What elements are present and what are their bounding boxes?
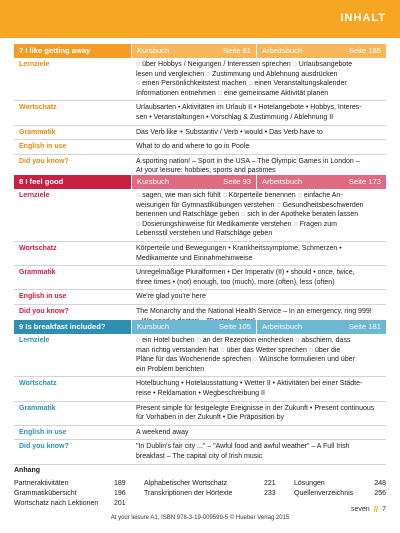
row-value (131, 126, 386, 140)
row-line: "In Dublin's fair city ..." – "Awful food and awful weather" – A Full Irish (136, 443, 350, 451)
row-value (131, 189, 386, 241)
row-label: Grammatik (19, 128, 56, 136)
row-line: ◌ über Hobbys / Neigungen / Interessen sprechen ◌ Urlaubsangebote (136, 61, 353, 68)
english-in-use-row (14, 426, 386, 441)
arbeitsbuch-ref (256, 44, 386, 58)
english-in-use-row (14, 290, 386, 305)
grammatik-row (14, 402, 386, 426)
kursbuch-label: Kursbuch (137, 46, 170, 55)
page-number-word: seven (350, 506, 370, 513)
wortschatz-row (14, 377, 386, 401)
row-line: Hotelbuchung • Hotelausstattung • Wetter II • Aktivitäten bei einer Städte- (136, 380, 363, 388)
row-label: Wortschatz (19, 380, 57, 388)
unit-title: 8 I feel good (14, 175, 131, 189)
row-label: Wortschatz (19, 104, 57, 112)
row-line: We're glad you're here (136, 293, 206, 301)
row-value (131, 290, 386, 304)
row-value (131, 440, 386, 463)
row-line: ein Problem berichten (136, 365, 205, 373)
arbeitsbuch-label: Arbeitsbuch (262, 177, 303, 186)
unit-header (14, 175, 386, 189)
row-value (131, 402, 386, 425)
row-line: Pläne für das Wochenende sprechen ◌ Wünsche formulieren und über (136, 356, 355, 364)
arbeitsbuch-ref (256, 175, 386, 189)
kursbuch-page: Seite 81 (223, 46, 251, 55)
arbeitsbuch-label: Arbeitsbuch (262, 322, 303, 331)
anhang-page: 248 (374, 480, 386, 487)
arbeitsbuch-page: Seite 181 (348, 322, 381, 331)
anhang-entry: Lösungen (294, 480, 325, 487)
anhang-col-1-pages (114, 479, 144, 509)
page-title: INHALT (340, 12, 386, 24)
unit-8-section (14, 175, 386, 329)
row-label: Lernziele (19, 337, 50, 344)
row-value (131, 101, 386, 124)
row-line: Informationen entnehmen ◌ eine gemeinsame Aktivität planen (136, 89, 329, 97)
anhang-entry: Grammatikübersicht (14, 490, 77, 497)
anhang-page: 233 (264, 490, 276, 497)
row-line: What to do and where to go in Poole (136, 143, 250, 151)
row-line: ◌ ein Hotel buchen ◌ an der Rezeption einchecken ◌ abschiern, dass (136, 337, 351, 344)
lernziele-row (14, 58, 386, 101)
anhang-entry: Alphabetischer Wortschatz (144, 480, 228, 487)
kursbuch-ref (131, 44, 256, 58)
row-label: Grammatik (19, 269, 56, 277)
row-label: Wortschatz (19, 244, 57, 252)
grammatik-row (14, 126, 386, 141)
row-label: English in use (19, 428, 67, 436)
kursbuch-ref (131, 320, 256, 334)
unit-7-section (14, 44, 386, 179)
anhang-col-2 (144, 479, 264, 509)
row-line: A sporting nation! – Sport in the USA – The Olympic Games in London – (136, 157, 360, 165)
row-label: Lernziele (19, 192, 50, 199)
wortschatz-row (14, 242, 386, 266)
unit-9-section (14, 320, 386, 465)
row-line: Unregelmäßige Pluralformen • Der Imperativ (II) • should • once, twice, (136, 269, 355, 277)
row-line: für Vorhaben in der Zukunft • Die Präposition by (136, 414, 284, 422)
row-label: Did you know? (19, 157, 69, 165)
row-value (131, 377, 386, 400)
row-line: ◌ sagen, wie man sich fühlt ◌ Körperteile benennen ◌ einfache An- (136, 192, 343, 199)
grammatik-row (14, 266, 386, 290)
kursbuch-page: Seite 93 (223, 177, 251, 186)
row-line: reise • Reklamation • Wegbeschreibung II (136, 389, 265, 397)
row-label: English in use (19, 143, 67, 151)
anhang-page: 221 (264, 480, 276, 487)
wortschatz-row (14, 101, 386, 125)
anhang-title: Anhang (14, 467, 41, 474)
anhang-entry: Quellenverzeichnis (294, 490, 354, 497)
footer-credit: At your leisure A1, ISBN 978-3-19-009599-5 © Hueber Verlag 2015 (110, 515, 290, 521)
page-number-digit: 7 (382, 506, 386, 513)
anhang-page: 256 (374, 490, 386, 497)
kursbuch-ref (131, 175, 256, 189)
row-value (131, 266, 386, 289)
row-value (131, 58, 386, 100)
arbeitsbuch-page: Seite 173 (348, 177, 381, 186)
row-value (131, 334, 386, 376)
kursbuch-page: Seite 105 (218, 322, 251, 331)
lernziele-row (14, 334, 386, 377)
row-line: Urlaubsarten • Aktivitäten im Urlaub II • Hotelangebote • Hobbys, Interes- (136, 104, 362, 112)
anhang-page: 201 (114, 500, 126, 507)
page-number (351, 505, 386, 514)
row-value (131, 140, 386, 154)
row-line: ◌ einen Persönlichkeitstest machen ◌ einen Veranstaltungskalender (136, 80, 347, 88)
row-label: Did you know? (19, 443, 69, 451)
row-line: man richtig verstanden hat ◌ über das Wetter sprechen ◌ über die (136, 346, 341, 354)
row-value (131, 426, 386, 440)
row-line: The Monarchy and the National Health Service – In an emergency, ring 999! (136, 307, 372, 315)
anhang-entry: Wortschatz nach Lektionen (14, 500, 99, 507)
row-value (131, 242, 386, 265)
arbeitsbuch-page: Seite 165 (348, 46, 381, 55)
unit-title: 9 Is breakfast included? (14, 320, 131, 334)
english-in-use-row (14, 140, 386, 155)
anhang-page: 196 (114, 490, 126, 497)
row-line: three times • (not) enough, too (much), more (often), less (often) (136, 278, 335, 286)
unit-header (14, 44, 386, 58)
row-line: A weekend away (136, 428, 189, 436)
row-label: Did you know? (19, 307, 69, 315)
arbeitsbuch-label: Arbeitsbuch (262, 46, 303, 55)
row-label: Lernziele (19, 61, 50, 68)
header-bar (0, 0, 400, 38)
anhang-entry: Transkriptionen der Hörtexte (144, 490, 233, 497)
unit-title: 7 I like getting away (14, 44, 131, 58)
anhang-col-1 (14, 479, 114, 509)
row-line: weisungen für Gymnastikübungen verstehen ◌ Gesundheitsbeschwerden (136, 201, 364, 209)
anhang-page: 189 (114, 480, 126, 487)
row-line: At your leisure: hobbies, sports and pastimes (136, 167, 276, 175)
row-line: Das Verb like + Substantiv / Verb • would • Das Verb have to (136, 128, 323, 136)
row-line: Körperteile und Bewegungen • Krankheitssymptome, Schmerzen • (136, 244, 342, 252)
lernziele-row (14, 189, 386, 242)
row-line: Lebensstil verstehen und Ratschläge geben (136, 230, 273, 238)
did-you-know-row (14, 440, 386, 464)
anhang-col-2-pages (264, 479, 294, 509)
row-line: breakfast – The capital city of Irish music (136, 452, 263, 460)
kursbuch-label: Kursbuch (137, 322, 170, 331)
row-line: ◌ Dosierungshinweise für Medikamente verstehen ◌ Fragen zum (136, 220, 337, 228)
row-line: sen • Veranstaltungen • Vorschlag & Zustimmung / Ablehnung II (136, 113, 334, 121)
page-separator: // (373, 505, 379, 514)
row-line: Medikamente und Einnahmehinweise (136, 254, 253, 262)
arbeitsbuch-ref (256, 320, 386, 334)
unit-header (14, 320, 386, 334)
row-line: Present simple für festgelegte Ereignisse in der Zukunft • Present continuous (136, 404, 375, 412)
row-line: lesen und vergleichen ◌ Zustimmung und Ablehnung ausdrücken (136, 70, 338, 78)
row-label: English in use (19, 293, 67, 301)
kursbuch-label: Kursbuch (137, 177, 170, 186)
anhang-columns (14, 479, 386, 509)
row-line: benennen und Ratschläge geben ◌ sich in der Apotheke beraten lassen (136, 211, 359, 219)
anhang-entry: Partneraktivitäten (14, 480, 69, 487)
anhang-section (14, 466, 386, 509)
row-label: Grammatik (19, 404, 56, 412)
